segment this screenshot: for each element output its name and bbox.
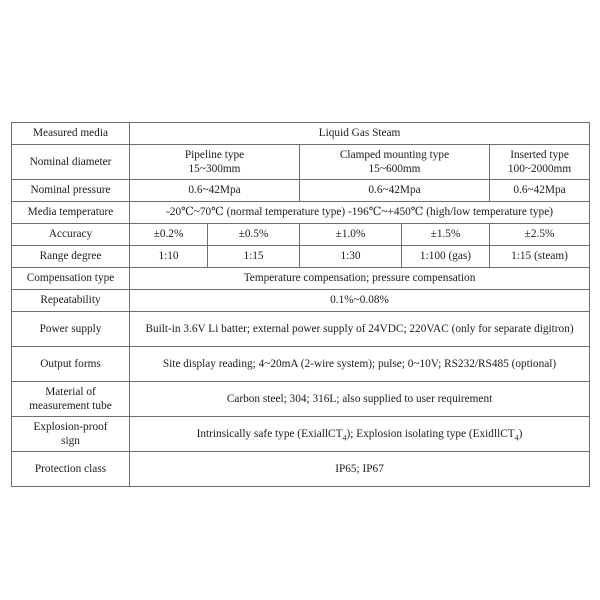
- cell-pressure-pipeline: 0.6~42Mpa: [130, 180, 300, 202]
- cell-accuracy-5: ±2.5%: [490, 224, 590, 246]
- table-row: [12, 180, 590, 202]
- diameter-clamped-range: 15~600mm: [368, 163, 421, 175]
- table-row: [12, 312, 590, 347]
- row-label-power-supply: Power supply: [12, 312, 130, 347]
- diameter-pipeline-type: Pipeline type: [184, 148, 245, 161]
- explosion-proof-subscript-1: 4: [342, 433, 347, 443]
- cell-accuracy-1: ±0.2%: [130, 224, 208, 246]
- explosion-proof-prefix: Intrinsically safe type (ExiallCT: [196, 427, 343, 440]
- row-label-accuracy: Accuracy: [12, 224, 130, 246]
- diameter-inserted-range: 100~2000mm: [507, 163, 572, 175]
- table-row: [12, 123, 590, 145]
- cell-range-2: 1:15: [208, 246, 300, 268]
- diameter-pipeline-range: 15~300mm: [188, 163, 241, 175]
- table-row: [12, 145, 590, 180]
- row-label-measured-media: Measured media: [12, 123, 130, 145]
- row-label-output-forms: Output forms: [12, 347, 130, 382]
- table-row: [12, 202, 590, 224]
- row-label-repeatability: Repeatability: [12, 290, 130, 312]
- cell-diameter-clamped: [300, 145, 490, 180]
- explosion-label-line-2: sign: [61, 435, 80, 447]
- table-row: [12, 452, 590, 487]
- row-label-explosion-proof-sign: [12, 417, 130, 452]
- material-label-line-2: measurement tube: [29, 400, 112, 412]
- cell-diameter-pipeline: [130, 145, 300, 180]
- explosion-label-line-1: Explosion-proof: [33, 420, 108, 433]
- cell-accuracy-2: ±0.5%: [208, 224, 300, 246]
- cell-accuracy-4: ±1.5%: [402, 224, 490, 246]
- cell-range-1: 1:10: [130, 246, 208, 268]
- row-label-material-of-measurement-tube: [12, 382, 130, 417]
- explosion-proof-mid: ); Explosion isolating type (ExidllCT: [346, 427, 515, 440]
- diameter-inserted-type: Inserted type: [510, 148, 569, 161]
- table-row: [12, 224, 590, 246]
- cell-repeatability-value: 0.1%~0.08%: [130, 290, 590, 312]
- cell-explosion-proof-sign-value: [130, 417, 590, 452]
- cell-measured-media-value: Liquid Gas Steam: [130, 123, 590, 145]
- cell-pressure-inserted: 0.6~42Mpa: [490, 180, 590, 202]
- cell-range-5: 1:15 (steam): [490, 246, 590, 268]
- table-row: [12, 290, 590, 312]
- row-label-nominal-diameter: Nominal diameter: [12, 145, 130, 180]
- cell-accuracy-3: ±1.0%: [300, 224, 402, 246]
- row-label-compensation-type: Compensation type: [12, 268, 130, 290]
- cell-protection-class-value: IP65; IP67: [130, 452, 590, 487]
- table-row: [12, 347, 590, 382]
- specification-table: [11, 122, 590, 487]
- table-row: [12, 417, 590, 452]
- table-row: [12, 268, 590, 290]
- cell-output-forms-value: Site display reading; 4~20mA (2-wire system); pulse; 0~10V; RS232/RS485 (optional): [130, 347, 590, 382]
- table-row: [12, 246, 590, 268]
- row-label-protection-class: Protection class: [12, 452, 130, 487]
- table-row: [12, 382, 590, 417]
- cell-range-3: 1:30: [300, 246, 402, 268]
- cell-pressure-clamped: 0.6~42Mpa: [300, 180, 490, 202]
- explosion-proof-suffix: ): [518, 427, 523, 440]
- specification-table-container: [11, 122, 589, 487]
- material-label-line-1: Material of: [45, 385, 96, 398]
- explosion-proof-subscript-2: 4: [514, 433, 519, 443]
- cell-material-of-measurement-tube-value: Carbon steel; 304; 316L; also supplied to user requirement: [130, 382, 590, 417]
- cell-compensation-type-value: Temperature compensation; pressure compensation: [130, 268, 590, 290]
- row-label-media-temperature: Media temperature: [12, 202, 130, 224]
- diameter-clamped-type: Clamped mounting type: [339, 148, 450, 161]
- cell-range-4: 1:100 (gas): [402, 246, 490, 268]
- cell-media-temperature-value: -20℃~70℃ (normal temperature type) -196℃~+450℃ (high/low temperature type): [130, 202, 590, 224]
- row-label-range-degree: Range degree: [12, 246, 130, 268]
- row-label-nominal-pressure: Nominal pressure: [12, 180, 130, 202]
- cell-power-supply-value: Built-in 3.6V Li batter; external power supply of 24VDC; 220VAC (only for separate digitron): [130, 312, 590, 347]
- cell-diameter-inserted: [490, 145, 590, 180]
